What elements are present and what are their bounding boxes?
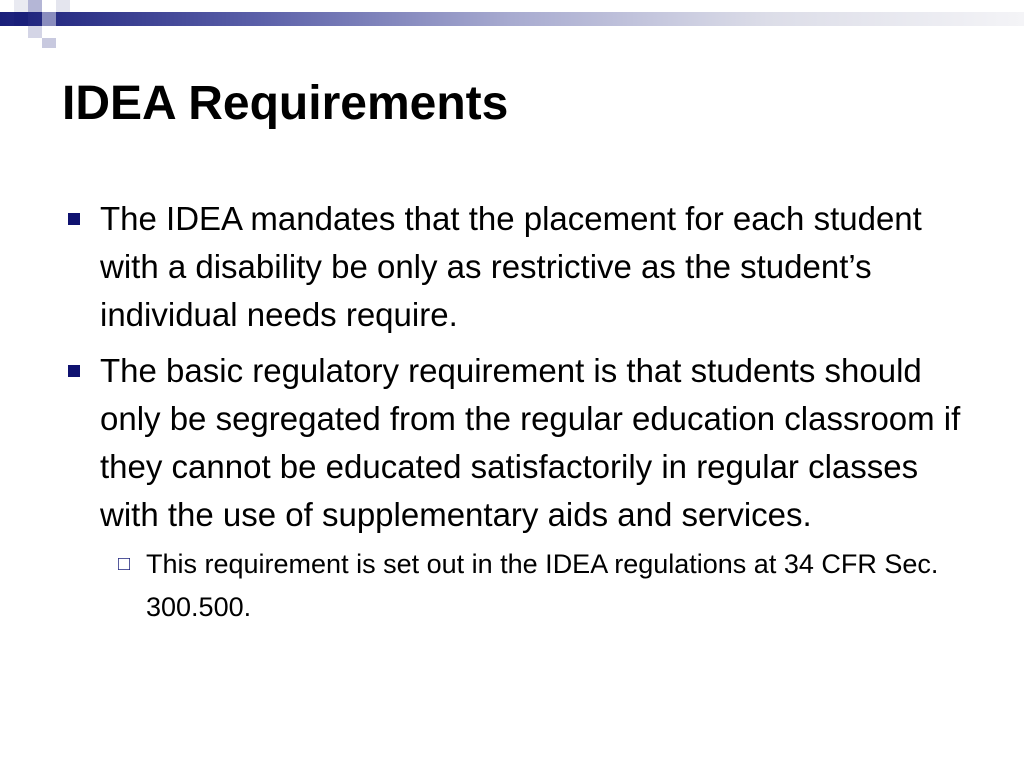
- header-gradient-bar: [0, 12, 1024, 26]
- header-decor-square: [42, 38, 56, 48]
- header-decor-square: [14, 12, 28, 26]
- header-decor-square: [28, 0, 42, 12]
- bullet-item: [62, 195, 962, 339]
- bullet-text: The IDEA mandates that the placement for each student with a disability be only as restrictive as the student’s individual needs require.: [100, 200, 922, 333]
- header-decor-square: [42, 12, 56, 26]
- hollow-square-icon: □: [118, 553, 131, 575]
- slide-content: [62, 195, 962, 629]
- sub-bullet-item: [62, 543, 962, 629]
- header-decor-square: [28, 26, 42, 38]
- bullet-text: The basic regulatory requirement is that students should only be segregated from the regular education classroom if they cannot be educated satisfactorily in regular classes with the use of supplementary aids and services.: [100, 352, 961, 533]
- header-decor-square: [56, 0, 70, 12]
- bullet-item: [62, 347, 962, 539]
- slide-title: IDEA Requirements: [62, 77, 509, 130]
- filled-square-icon: [68, 365, 80, 377]
- header-decor-square: [14, 0, 28, 12]
- filled-square-icon: [68, 213, 80, 225]
- sub-bullet-text: This requirement is set out in the IDEA regulations at 34 CFR Sec. 300.500.: [146, 549, 939, 622]
